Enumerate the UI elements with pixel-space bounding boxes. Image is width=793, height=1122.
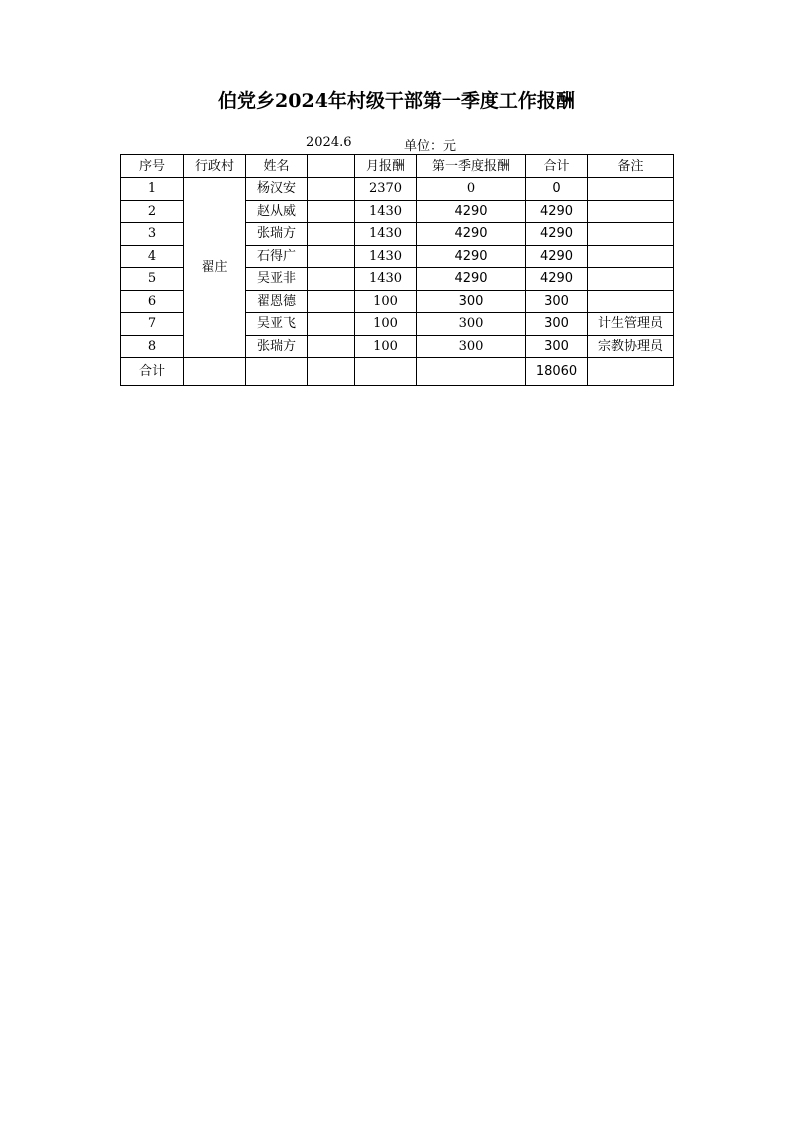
cell-note	[588, 290, 674, 313]
cell-empty	[246, 358, 308, 386]
cell-name: 张瑞方	[246, 335, 308, 358]
cell-seq: 1	[121, 178, 184, 201]
cell-monthly: 100	[355, 335, 417, 358]
header-name: 姓名	[246, 155, 308, 178]
header-seq: 序号	[121, 155, 184, 178]
cell-name: 吴亚非	[246, 268, 308, 291]
cell-monthly: 1430	[355, 268, 417, 291]
cell-note	[588, 200, 674, 223]
cell-empty	[308, 358, 355, 386]
cell-total: 300	[526, 290, 588, 313]
cell-q1: 0	[417, 178, 526, 201]
cell-note	[588, 178, 674, 201]
cell-q1: 300	[417, 313, 526, 336]
cell-blank	[308, 290, 355, 313]
cell-name: 赵从威	[246, 200, 308, 223]
cell-seq: 5	[121, 268, 184, 291]
page-title: 伯党乡2024年村级干部第一季度工作报酬	[218, 90, 575, 112]
cell-blank	[308, 223, 355, 246]
table-row	[121, 178, 674, 201]
grand-total: 18060	[526, 358, 588, 386]
cell-blank	[308, 335, 355, 358]
cell-empty	[417, 358, 526, 386]
cell-seq: 4	[121, 245, 184, 268]
cell-total: 0	[526, 178, 588, 201]
cell-q1: 4290	[417, 245, 526, 268]
header-blank	[308, 155, 355, 178]
compensation-table	[120, 154, 674, 386]
cell-total: 4290	[526, 200, 588, 223]
cell-name: 石得广	[246, 245, 308, 268]
table-total-row	[121, 358, 674, 386]
cell-name: 吴亚飞	[246, 313, 308, 336]
cell-total: 300	[526, 335, 588, 358]
cell-village: 翟庄	[184, 178, 246, 358]
cell-seq: 6	[121, 290, 184, 313]
cell-name: 杨汉安	[246, 178, 308, 201]
cell-monthly: 2370	[355, 178, 417, 201]
total-label: 合计	[121, 358, 184, 386]
cell-total: 4290	[526, 245, 588, 268]
table-header-row	[121, 155, 674, 178]
header-note: 备注	[588, 155, 674, 178]
cell-total: 300	[526, 313, 588, 336]
header-monthly: 月报酬	[355, 155, 417, 178]
cell-seq: 2	[121, 200, 184, 223]
cell-blank	[308, 245, 355, 268]
cell-note	[588, 268, 674, 291]
cell-q1: 300	[417, 290, 526, 313]
cell-name: 张瑞方	[246, 223, 308, 246]
cell-q1: 4290	[417, 268, 526, 291]
cell-q1: 300	[417, 335, 526, 358]
cell-blank	[308, 178, 355, 201]
header-total: 合计	[526, 155, 588, 178]
cell-q1: 4290	[417, 200, 526, 223]
cell-empty	[355, 358, 417, 386]
currency-unit: 单位：元	[404, 139, 457, 154]
cell-empty	[184, 358, 246, 386]
header-village: 行政村	[184, 155, 246, 178]
cell-seq: 7	[121, 313, 184, 336]
cell-q1: 4290	[417, 223, 526, 246]
cell-note: 宗教协理员	[588, 335, 674, 358]
cell-monthly: 100	[355, 290, 417, 313]
cell-name: 翟恩德	[246, 290, 308, 313]
cell-total: 4290	[526, 223, 588, 246]
cell-blank	[308, 268, 355, 291]
cell-monthly: 100	[355, 313, 417, 336]
cell-note	[588, 245, 674, 268]
cell-monthly: 1430	[355, 223, 417, 246]
cell-monthly: 1430	[355, 245, 417, 268]
header-q1: 第一季度报酬	[417, 155, 526, 178]
cell-blank	[308, 313, 355, 336]
cell-seq: 3	[121, 223, 184, 246]
cell-empty	[588, 358, 674, 386]
cell-total: 4290	[526, 268, 588, 291]
cell-seq: 8	[121, 335, 184, 358]
report-date: 2024.6	[306, 135, 352, 150]
cell-blank	[308, 200, 355, 223]
cell-monthly: 1430	[355, 200, 417, 223]
cell-note: 计生管理员	[588, 313, 674, 336]
cell-note	[588, 223, 674, 246]
